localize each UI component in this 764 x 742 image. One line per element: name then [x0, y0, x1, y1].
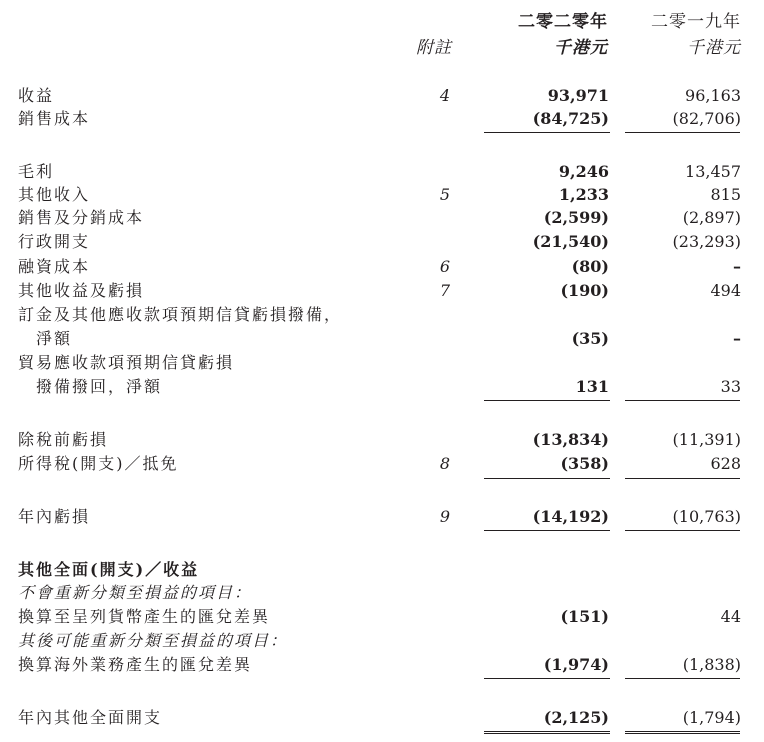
- row-label: 其他全面(開支)／收益: [18, 560, 200, 579]
- row-label: 貿易應收款項預期信貸虧損: [18, 353, 235, 372]
- value-2020: 93,971: [547, 86, 609, 105]
- table-row: [0, 85, 764, 107]
- table-row: [0, 108, 764, 130]
- table-row: [0, 256, 764, 278]
- row-note: 8: [439, 454, 450, 473]
- col-2020-unit-header: 千港元: [554, 38, 608, 58]
- table-row: [0, 161, 764, 183]
- table-row: [0, 328, 764, 350]
- value-2020: (2,599): [543, 208, 609, 227]
- value-2020: (190): [560, 281, 609, 300]
- row-label: 淨額: [36, 329, 73, 348]
- row-label: 其他收益及虧損: [18, 281, 145, 300]
- value-2020: 1,233: [558, 185, 609, 204]
- table-row: [0, 606, 764, 628]
- value-2020: (1,974): [543, 655, 609, 674]
- row-label: 銷售及分銷成本: [18, 208, 145, 227]
- row-label: 除稅前虧損: [18, 430, 109, 449]
- value-2019: (11,391): [672, 430, 741, 449]
- row-label: 毛利: [18, 162, 55, 181]
- table-row: [0, 280, 764, 302]
- table-row: [0, 304, 764, 326]
- value-2019: 33: [720, 377, 741, 396]
- row-label: 年內其他全面開支: [18, 708, 163, 727]
- row-label: 其他收入: [18, 185, 91, 204]
- value-2019: (2,897): [682, 208, 741, 227]
- section-heading: [0, 559, 764, 581]
- table-row: [0, 376, 764, 398]
- value-2020: (21,540): [532, 232, 609, 251]
- row-label: 所得稅(開支)／抵免: [18, 454, 179, 473]
- subtotal-rule-2020: [484, 132, 610, 133]
- value-2020: (35): [571, 329, 609, 348]
- row-label: 融資成本: [18, 257, 91, 276]
- row-label: 換算海外業務產生的匯兌差異: [18, 655, 253, 674]
- value-2020: (151): [560, 607, 609, 626]
- value-2019: (10,763): [672, 507, 741, 526]
- subtotal-rule-2019: [625, 678, 740, 679]
- row-label: 訂金及其他應收款項預期信貸虧損撥備，: [18, 305, 343, 324]
- table-row: [0, 506, 764, 528]
- table-row: [0, 582, 764, 604]
- table-row: [0, 429, 764, 451]
- value-2020: (13,834): [532, 430, 609, 449]
- table-row: [0, 707, 764, 729]
- value-2019: 494: [710, 281, 741, 300]
- subtotal-rule-2019: [625, 132, 740, 133]
- col-2019-year-header: 二零一九年: [651, 12, 741, 32]
- row-label: 行政開支: [18, 232, 91, 251]
- row-label: 不會重新分類至損益的項目：: [18, 583, 253, 602]
- total-double-rule-2020: [484, 731, 610, 734]
- value-2020: (84,725): [532, 109, 609, 128]
- value-2020: (358): [560, 454, 609, 473]
- col-2019-unit-header: 千港元: [687, 38, 741, 58]
- subtotal-rule-2020: [484, 478, 610, 479]
- row-label: 銷售成本: [18, 109, 91, 128]
- value-2019: –: [733, 329, 741, 348]
- value-2020: (80): [571, 257, 609, 276]
- value-2020: (14,192): [532, 507, 609, 526]
- value-2019: –: [733, 257, 741, 276]
- value-2019: (23,293): [672, 232, 741, 251]
- row-note: 5: [439, 185, 450, 204]
- value-2019: (1,794): [682, 708, 741, 727]
- row-note: 7: [439, 281, 450, 300]
- row-label: 年內虧損: [18, 507, 91, 526]
- value-2020: 131: [575, 377, 609, 396]
- row-note: 6: [439, 257, 450, 276]
- row-label: 撥備撥回，淨額: [36, 377, 163, 396]
- value-2019: (1,838): [682, 655, 741, 674]
- table-row: [0, 184, 764, 206]
- row-label: 換算至呈列貨幣產生的匯兌差異: [18, 607, 271, 626]
- subtotal-rule-2019: [625, 478, 740, 479]
- value-2019: 628: [710, 454, 741, 473]
- value-2019: 44: [720, 607, 741, 626]
- value-2019: 96,163: [685, 86, 741, 105]
- table-row: [0, 453, 764, 475]
- table-row: [0, 654, 764, 676]
- row-note: 4: [439, 86, 450, 105]
- table-row: [0, 231, 764, 253]
- total-double-rule-2019: [625, 731, 740, 734]
- note-header: 附註: [416, 38, 452, 58]
- row-note: 9: [439, 507, 450, 526]
- subtotal-rule-2020: [484, 678, 610, 679]
- subtotal-rule-2020: [484, 400, 610, 401]
- value-2019: 815: [710, 185, 741, 204]
- table-row: [0, 352, 764, 374]
- subtotal-rule-2020: [484, 530, 610, 531]
- value-2020: 9,246: [558, 162, 609, 181]
- table-row: [0, 207, 764, 229]
- row-label: 收益: [18, 86, 55, 105]
- value-2019: 13,457: [685, 162, 741, 181]
- col-2020-year-header: 二零二零年: [518, 12, 608, 32]
- table-row: [0, 630, 764, 652]
- subtotal-rule-2019: [625, 400, 740, 401]
- row-label: 其後可能重新分類至損益的項目：: [18, 631, 289, 650]
- value-2019: (82,706): [672, 109, 741, 128]
- subtotal-rule-2019: [625, 530, 740, 531]
- value-2020: (2,125): [543, 708, 609, 727]
